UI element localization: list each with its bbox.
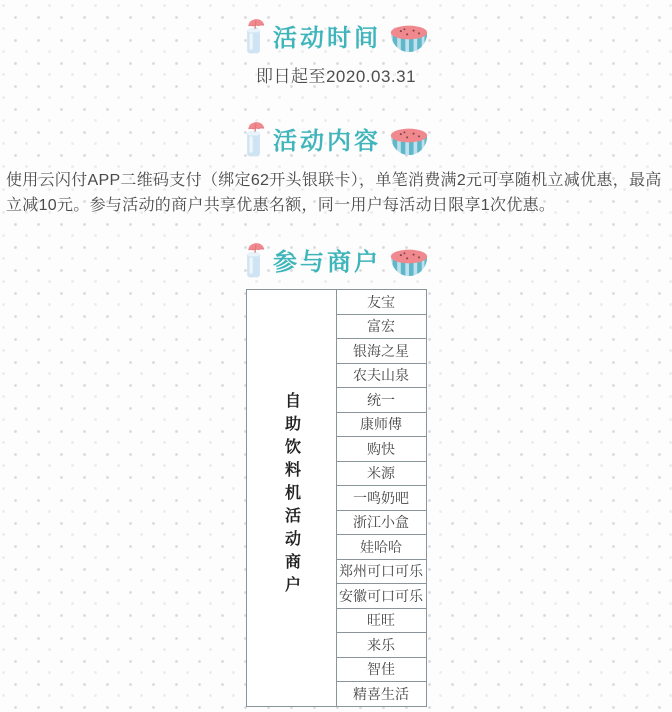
merchant-cell: 康师傅 (336, 412, 426, 437)
section-title-merchants: 参与商户 (273, 249, 381, 276)
drink-cup-umbrella-icon (243, 240, 265, 280)
category-label: 自助饮料机活动商户 (282, 391, 300, 599)
merchant-cell: 友宝 (336, 290, 426, 315)
merchant-cell: 米源 (336, 461, 426, 486)
merchant-cell: 旺旺 (336, 608, 426, 633)
watermelon-icon (389, 21, 429, 57)
section-title-activity-time: 活动时间 (273, 25, 381, 52)
activity-content-text: 使用云闪付APP二维码支付（绑定62开头银联卡），单笔消费满2元可享随机立减优惠，最高立减10元。参与活动的商户共享优惠名额，同一用户每活动日限享1次优惠。 (6, 172, 662, 214)
table-row (246, 290, 426, 315)
merchant-cell: 统一 (336, 388, 426, 413)
merchant-cell: 来乐 (336, 633, 426, 658)
section-title-activity-content: 活动内容 (273, 128, 381, 155)
activity-date-text: 即日起至2020.03.31 (255, 67, 417, 86)
watermelon-icon (389, 245, 429, 281)
merchant-table (246, 289, 427, 707)
merchant-cell: 农夫山泉 (336, 363, 426, 388)
category-cell (246, 290, 336, 707)
section-header-merchants (0, 240, 672, 280)
drink-cup-umbrella-icon (243, 16, 265, 56)
section-header-activity-time (0, 16, 672, 56)
merchant-cell: 安徽可口可乐 (336, 584, 426, 609)
merchant-table-body (246, 290, 426, 707)
watermelon-icon (389, 124, 429, 160)
merchant-cell: 购快 (336, 437, 426, 462)
section-header-activity-content (0, 119, 672, 159)
merchant-cell: 一鸣奶吧 (336, 486, 426, 511)
merchant-cell: 银海之星 (336, 339, 426, 364)
merchant-cell: 郑州可口可乐 (336, 559, 426, 584)
merchant-cell: 娃哈哈 (336, 535, 426, 560)
merchant-cell: 智佳 (336, 657, 426, 682)
merchant-cell: 浙江小盒 (336, 510, 426, 535)
merchant-cell: 富宏 (336, 314, 426, 339)
merchant-cell: 精喜生活 (336, 682, 426, 707)
drink-cup-umbrella-icon (243, 119, 265, 159)
